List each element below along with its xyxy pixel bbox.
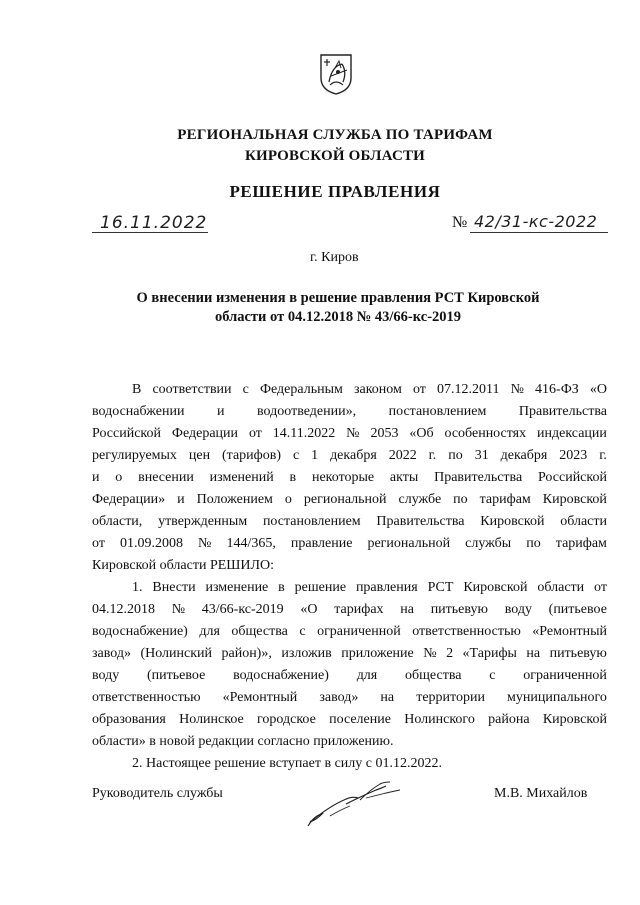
body-word: акты xyxy=(389,470,419,485)
body-word: 2022 xyxy=(388,448,417,463)
body-line xyxy=(92,467,607,489)
body-word: № xyxy=(423,646,437,661)
body-line xyxy=(92,533,607,555)
body-word: № xyxy=(198,536,212,551)
body-line xyxy=(92,621,607,643)
body-word: 14.11.2022 xyxy=(272,426,336,441)
body-line xyxy=(92,401,607,423)
body-word: городское xyxy=(257,712,316,727)
body-word: ответственностью xyxy=(412,624,521,639)
body-word: В xyxy=(132,382,142,397)
body-word: № xyxy=(171,602,186,617)
body-word: № xyxy=(510,382,524,397)
number-sign: № xyxy=(452,214,468,231)
body-word: с xyxy=(292,448,300,463)
body-word: водоснабжение) xyxy=(233,668,329,683)
body-word: (Нолинский xyxy=(140,646,213,661)
body-word: региональной xyxy=(303,492,387,507)
body-word: воду xyxy=(92,668,120,683)
body-word: Российской xyxy=(537,470,607,485)
body-word: 2023 xyxy=(559,448,588,463)
body-word: Федеральным xyxy=(259,382,343,397)
body-word: 1. xyxy=(132,580,143,595)
body-word: ответственностью xyxy=(92,690,201,705)
body-word: по xyxy=(448,448,463,463)
body-word: поселение xyxy=(329,712,391,727)
body-word: района xyxy=(488,712,530,727)
body-word: Кировской xyxy=(480,514,545,529)
body-word: по xyxy=(526,536,541,551)
body-word: Внести xyxy=(152,580,196,595)
body-word: законом xyxy=(353,382,402,397)
body-word: 2 xyxy=(446,646,454,661)
body-word: Федерации xyxy=(171,426,239,441)
city-name: г. Киров xyxy=(310,250,359,265)
body-word: изложив xyxy=(281,646,332,661)
body-word: ограниченной xyxy=(523,668,607,683)
body-word: изменений xyxy=(209,470,274,485)
body-word: от xyxy=(594,580,607,595)
body-word: особенностях xyxy=(444,426,527,441)
body-word: на xyxy=(526,646,541,661)
subject-line2: области от 04.12.2018 № 43/66-кс-2019 xyxy=(214,309,462,325)
body-word: по xyxy=(453,492,468,507)
body-word: общества xyxy=(405,668,462,683)
body-word: 2053 xyxy=(370,426,399,441)
body-word: «О xyxy=(300,602,318,617)
body-word: приложение xyxy=(341,646,414,661)
body-word: постановлением xyxy=(388,404,487,419)
body-word: № xyxy=(346,426,360,441)
body-word: службы xyxy=(465,536,512,551)
body-word: территории xyxy=(416,690,485,705)
body-word: Нолинское xyxy=(179,712,244,727)
decision-date: 16.11.2022 xyxy=(100,213,208,233)
body-line xyxy=(92,379,607,401)
body-word: на xyxy=(380,690,395,705)
body-word: (питьевое xyxy=(548,602,607,617)
body-word: завод» xyxy=(92,646,131,661)
body-word: Кировской области РЕШИЛО: xyxy=(92,558,275,573)
body-word: 2. Настоящее решение вступает в силу с 01.12.2022. xyxy=(132,756,442,771)
body-word: тарифам xyxy=(479,492,531,507)
body-word: с xyxy=(489,668,496,683)
body-word: (питьевое xyxy=(147,668,206,683)
body-word: Правительства xyxy=(434,470,523,485)
body-word: питьевую xyxy=(549,646,607,661)
body-word: воду xyxy=(504,602,532,617)
body-word: утвержденным xyxy=(158,514,248,529)
body-word: РСТ xyxy=(427,580,454,595)
body-word: водоснабжение) xyxy=(92,624,188,639)
body-word: Российской xyxy=(92,426,161,441)
body-word: ограниченной xyxy=(317,624,401,639)
body-line xyxy=(92,445,607,467)
body-line xyxy=(92,709,607,731)
body-word: Кировской xyxy=(542,712,607,727)
body-word: Нолинского xyxy=(404,712,475,727)
signer-name: М.В. Михайлов xyxy=(494,786,588,801)
body-word: от xyxy=(92,536,105,551)
body-word: с xyxy=(299,624,306,639)
subject-line1: О внесении изменения в решение правления РСТ Кировской xyxy=(136,290,540,306)
body-word: о xyxy=(115,470,123,485)
body-word: Федерации» xyxy=(92,492,166,507)
body-word: водоснабжении xyxy=(92,404,185,419)
body-word: цен xyxy=(188,448,211,463)
coat-of-arms-icon xyxy=(318,52,354,96)
body-word: завод» xyxy=(319,690,359,705)
body-word: соответствии xyxy=(152,382,232,397)
decision-body xyxy=(92,379,607,775)
body-word: на xyxy=(400,602,414,617)
body-word: «Тарифы xyxy=(462,646,517,661)
body-word: питьевую xyxy=(430,602,488,617)
body-word: в xyxy=(289,470,297,485)
body-word: 07.12.2011 xyxy=(437,382,500,397)
body-word: тарифам xyxy=(555,536,607,551)
body-line xyxy=(92,423,607,445)
body-word: области, xyxy=(92,514,143,529)
body-word: и xyxy=(177,492,185,507)
handwritten-signature xyxy=(300,776,410,832)
body-word: Кировской xyxy=(463,580,528,595)
body-word: в xyxy=(278,580,285,595)
body-word: и xyxy=(217,404,225,419)
body-word: «Ремонтный xyxy=(222,690,298,705)
body-word: декабря xyxy=(500,448,548,463)
body-word: г. xyxy=(599,448,607,463)
body-word: от xyxy=(412,382,426,397)
body-word: Правительства xyxy=(518,404,607,419)
body-line xyxy=(92,577,607,599)
body-word: некоторые xyxy=(311,470,375,485)
body-line xyxy=(92,511,607,533)
body-line xyxy=(92,599,607,621)
decision-number: 42/31-кс-2022 xyxy=(474,212,598,231)
body-line xyxy=(92,489,607,511)
organization-name-line1: РЕГИОНАЛЬНАЯ СЛУЖБА ПО ТАРИФАМ xyxy=(177,127,493,143)
body-word: области» в новой редакции согласно приложению. xyxy=(92,734,394,749)
body-word: тарифах xyxy=(334,602,384,617)
body-word: г. xyxy=(428,448,437,463)
number-underline xyxy=(470,232,608,233)
body-word: решение xyxy=(294,580,347,595)
body-word: с xyxy=(242,382,249,397)
body-word: для xyxy=(356,668,378,683)
body-word: общества xyxy=(231,624,288,639)
body-line xyxy=(92,731,607,753)
body-word: «О xyxy=(589,382,607,397)
body-word: 416-ФЗ xyxy=(535,382,579,397)
organization-name-line2: КИРОВСКОЙ ОБЛАСТИ xyxy=(244,148,426,164)
body-line xyxy=(92,555,607,577)
body-word: правление xyxy=(290,536,353,551)
body-line xyxy=(92,687,607,709)
body-word: от xyxy=(248,426,262,441)
body-word: и xyxy=(92,470,100,485)
body-word: водоотведении», xyxy=(257,404,357,419)
body-word: области xyxy=(560,514,607,529)
date-underline xyxy=(92,232,208,233)
body-word: декабря xyxy=(330,448,377,463)
body-word: правления xyxy=(355,580,418,595)
body-word: «Об xyxy=(409,426,434,441)
body-word: муниципального xyxy=(507,690,607,705)
body-word: региональной xyxy=(367,536,451,551)
body-word: службе xyxy=(398,492,442,507)
body-word: о xyxy=(284,492,292,507)
body-word: образования xyxy=(92,712,166,727)
body-word: 31 xyxy=(474,448,489,463)
body-word: Правительства xyxy=(376,514,465,529)
document-type-title: РЕШЕНИЕ ПРАВЛЕНИЯ xyxy=(229,182,441,201)
body-word: «Ремонтный xyxy=(532,624,607,639)
signer-role: Руководитель службы xyxy=(92,786,223,801)
body-word: (тарифов) xyxy=(222,448,282,463)
body-word: области xyxy=(537,580,585,595)
body-word: регулируемых xyxy=(92,448,177,463)
body-word: постановлением xyxy=(262,514,361,529)
body-word: 144/365, xyxy=(226,536,276,551)
body-word: 1 xyxy=(311,448,319,463)
body-word: Положением xyxy=(196,492,273,507)
body-word: внесении xyxy=(138,470,194,485)
body-word: 04.12.2018 xyxy=(92,602,155,617)
body-word: Кировской xyxy=(542,492,607,507)
body-word: индексации xyxy=(537,426,607,441)
body-word: для xyxy=(199,624,220,639)
body-line xyxy=(92,665,607,687)
body-line xyxy=(92,643,607,665)
body-word: 01.09.2008 xyxy=(119,536,183,551)
body-line xyxy=(92,753,607,775)
body-word: 43/66-кс-2019 xyxy=(201,602,284,617)
body-word: район)», xyxy=(221,646,272,661)
body-word: изменение xyxy=(205,580,269,595)
